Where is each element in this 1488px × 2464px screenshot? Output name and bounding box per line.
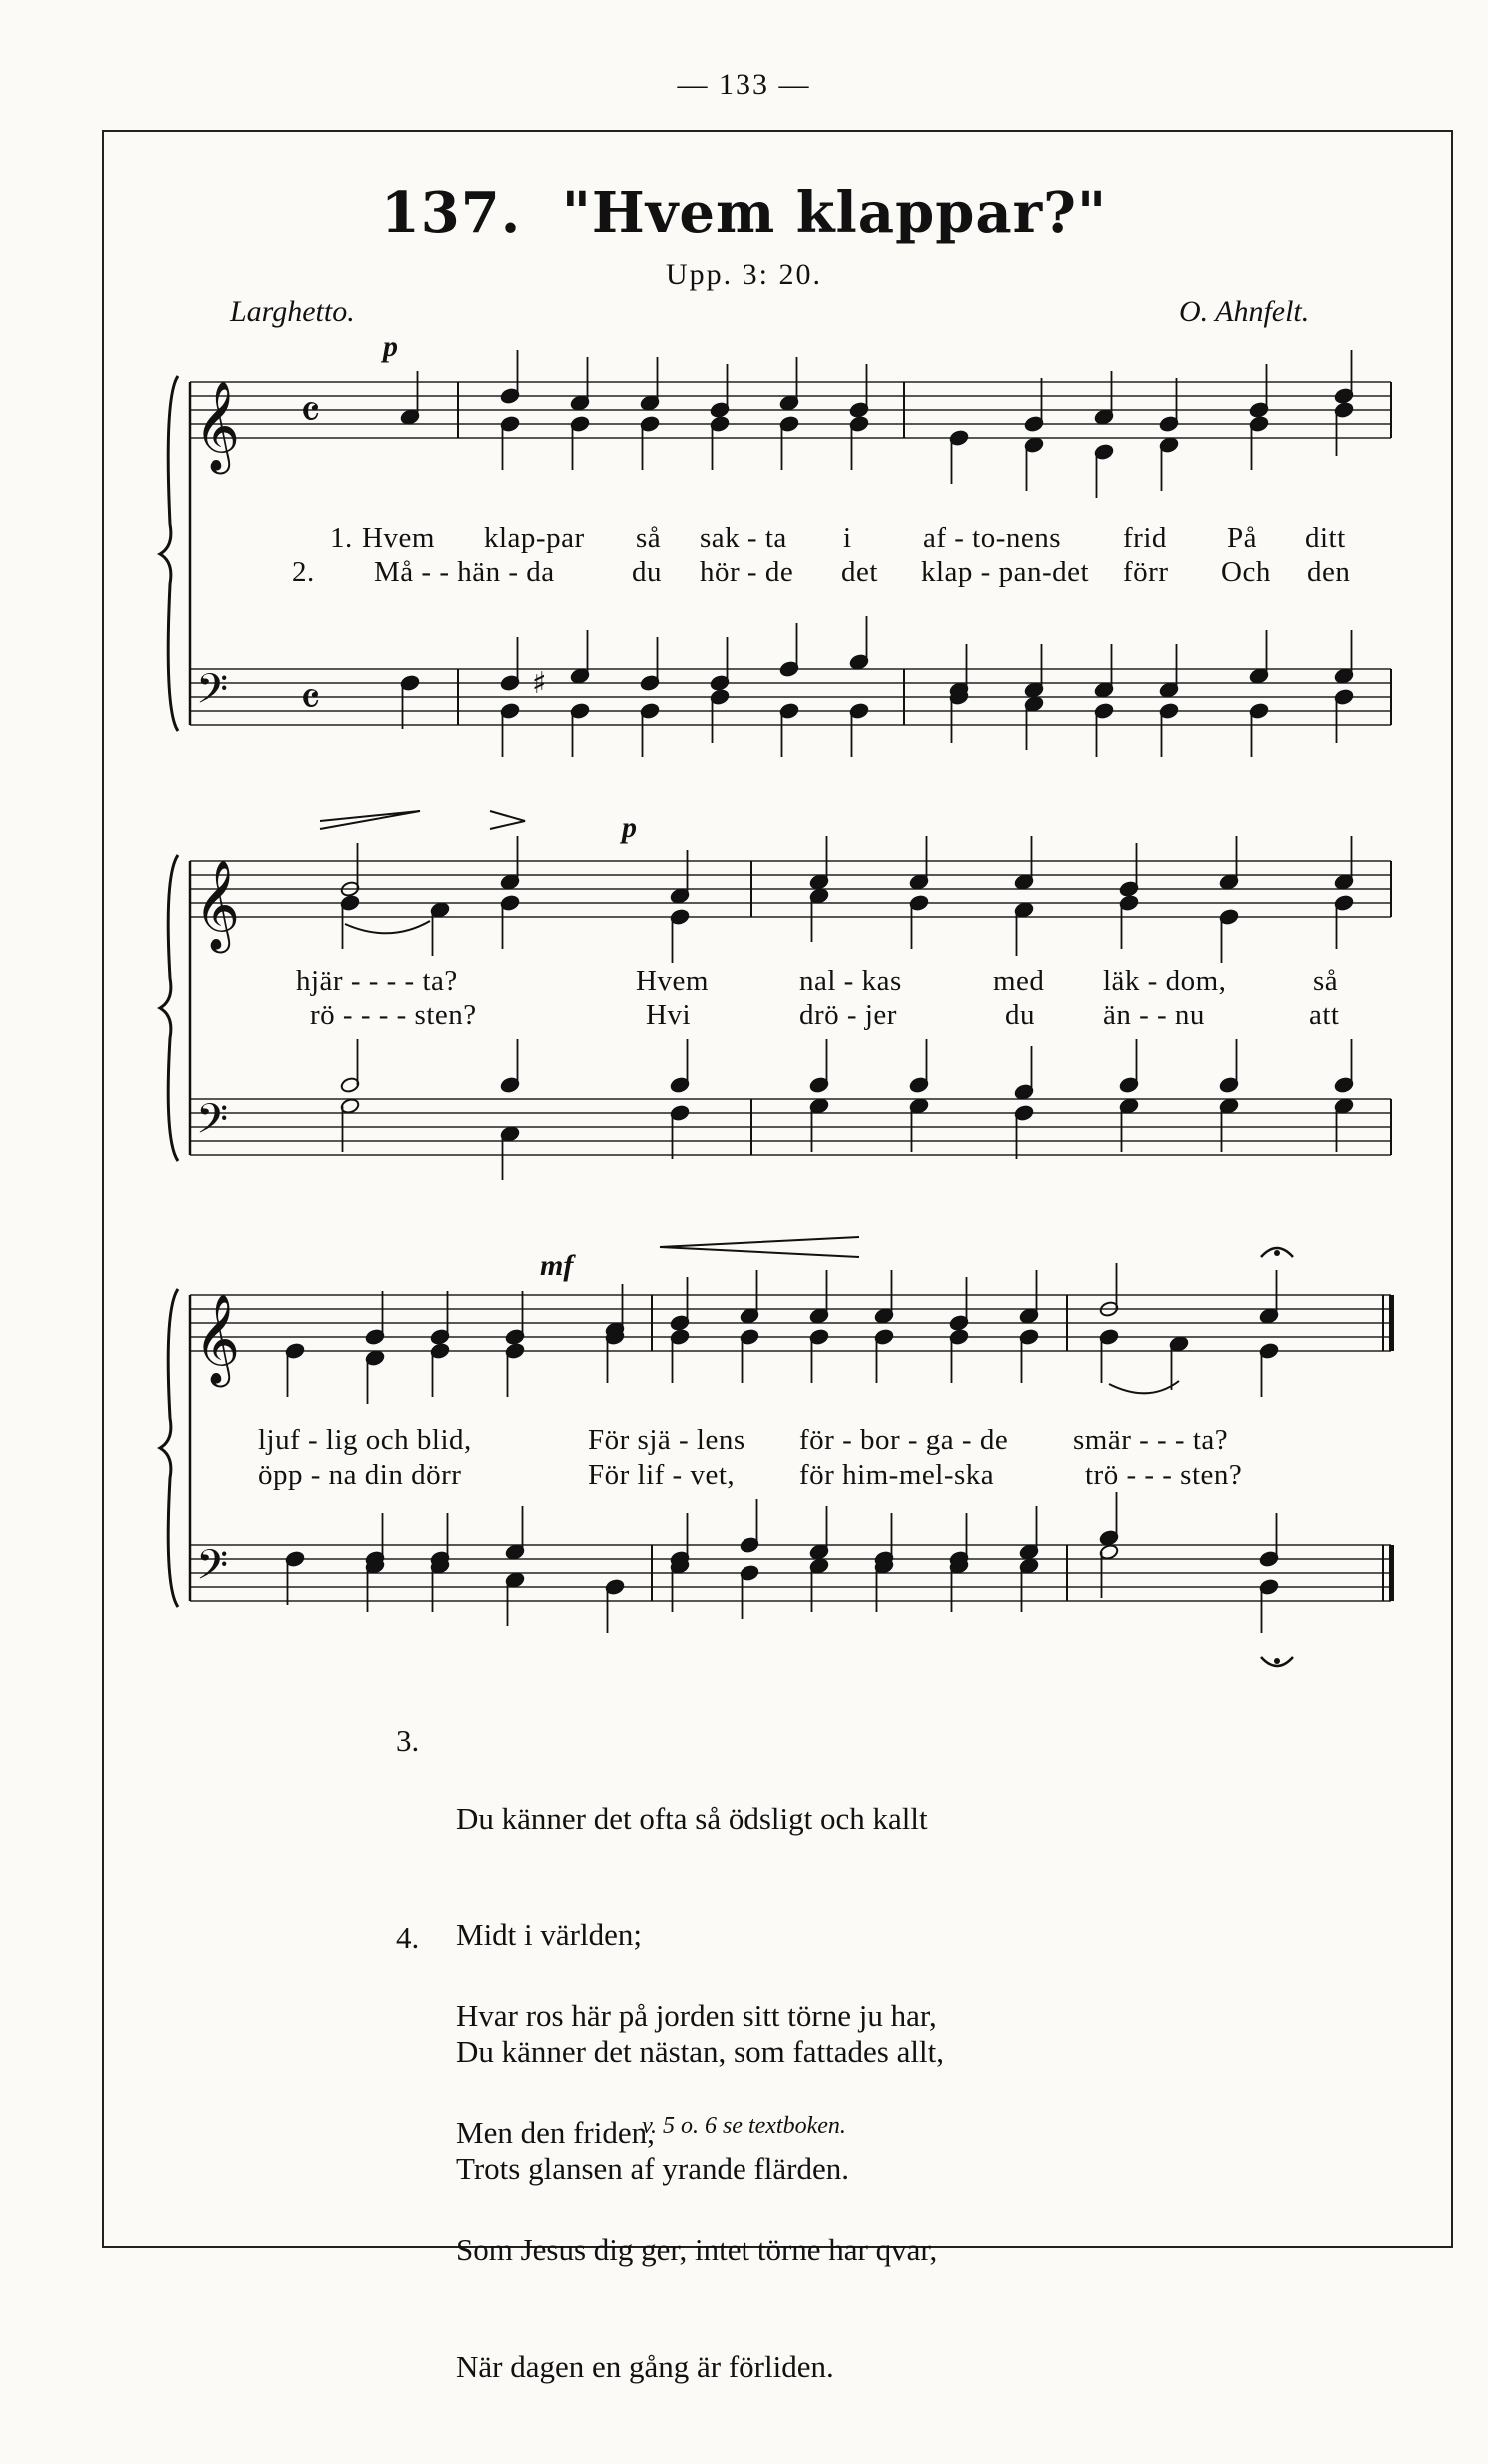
fermata-dot xyxy=(1274,1658,1280,1664)
bass-clef-icon: 𝄢 xyxy=(196,665,229,723)
verse-number: 3. xyxy=(396,1723,420,1758)
lyric-syllable: hör - de xyxy=(700,556,794,588)
lyric-syllable: Må - - hän - da xyxy=(374,556,555,588)
fermata-dot xyxy=(1274,1250,1280,1256)
lyric-syllable: ditt xyxy=(1305,522,1346,554)
lyric-syllable: På xyxy=(1227,522,1257,554)
slur xyxy=(345,921,430,933)
decrescendo-hairpin xyxy=(490,811,525,829)
treble-clef-icon: 𝄞 xyxy=(194,381,241,471)
final-barline xyxy=(1389,1295,1394,1351)
hymn-number: 137. xyxy=(380,180,522,246)
lyric-syllable: Hvem xyxy=(362,522,435,554)
composer: O. Ahnfelt. xyxy=(1179,295,1310,328)
lyric-syllable: du xyxy=(1005,999,1035,1031)
dynamic-piano-1: p xyxy=(383,330,398,363)
verse-line: Du känner det nästan, som fattades allt, xyxy=(456,2034,944,2069)
lyric-syllable: Och xyxy=(1221,556,1271,588)
treble-clef-icon: 𝄞 xyxy=(194,860,241,950)
scripture-reference: Upp. 3: 20. xyxy=(666,258,822,291)
verse-line: Som Jesus dig ger, intet törne har qvar, xyxy=(456,2232,938,2267)
lyric-syllable: det xyxy=(841,556,878,588)
lyric-syllable: af - to-nens xyxy=(923,522,1062,554)
treble-clef-icon: 𝄞 xyxy=(194,1294,241,1384)
tempo-marking: Larghetto. xyxy=(230,295,355,328)
lyric-syllable: så xyxy=(636,522,662,554)
lyric-syllable: ljuf - lig och blid, xyxy=(258,1424,472,1456)
verse-line: Du känner det ofta så ödsligt och kallt xyxy=(456,1801,928,1836)
decrescendo-hairpin xyxy=(660,1237,859,1257)
lyric-syllable: Hvi xyxy=(646,999,691,1031)
lyric-syllable: Hvem xyxy=(636,965,709,997)
system-brace xyxy=(160,855,178,1161)
lyric-syllable: frid xyxy=(1123,522,1167,554)
lyric-syllable: 1. xyxy=(330,522,353,554)
dynamic-mezzoforte: mf xyxy=(540,1249,574,1282)
system-brace xyxy=(160,1289,178,1607)
lyric-syllable: smär - - - ta? xyxy=(1073,1424,1229,1456)
lyric-syllable: trö - - - sten? xyxy=(1085,1459,1243,1491)
lyric-syllable: För lif - vet, xyxy=(588,1459,736,1491)
final-barline xyxy=(1389,1545,1394,1601)
lyric-syllable: i xyxy=(843,522,852,554)
lyric-syllable: För sjä - lens xyxy=(588,1424,745,1456)
lyric-syllable: förr xyxy=(1123,556,1169,588)
lyric-syllable: klap-par xyxy=(484,522,585,554)
common-time-icon: 𝄴 xyxy=(300,672,321,726)
lyric-syllable: sak - ta xyxy=(700,522,787,554)
footnote: v. 5 o. 6 se textboken. xyxy=(642,2113,846,2139)
lyric-syllable: för - bor - ga - de xyxy=(799,1424,1009,1456)
lyric-syllable: den xyxy=(1307,556,1351,588)
dynamic-piano-2: p xyxy=(622,811,637,844)
lyric-syllable: än - - nu xyxy=(1103,999,1205,1031)
hymn-title-text: "Hvem klappar?" xyxy=(561,180,1108,246)
system-brace xyxy=(160,376,178,731)
sharp-icon: ♯ xyxy=(532,666,547,701)
lyric-syllable: 2. xyxy=(292,556,315,588)
verse-line: Hvar ros här på jorden sitt törne ju har, xyxy=(456,1998,937,2033)
verse-line: Trots glansen af yrande flärden. xyxy=(456,2151,849,2186)
page-number: — 133 — xyxy=(677,68,811,101)
verse-line: Men den friden, xyxy=(456,2115,655,2150)
bass-clef-icon: 𝄢 xyxy=(196,1541,229,1599)
lyric-syllable: så xyxy=(1313,965,1339,997)
lyric-syllable: läk - dom, xyxy=(1103,965,1227,997)
lyric-syllable: att xyxy=(1309,999,1340,1031)
slur xyxy=(1109,1381,1179,1393)
lyric-syllable: öpp - na din dörr xyxy=(258,1459,462,1491)
verse-line: Midt i världen; xyxy=(456,1917,642,1952)
lyric-syllable: med xyxy=(993,965,1045,997)
lyric-syllable: nal - kas xyxy=(799,965,902,997)
common-time-icon: 𝄴 xyxy=(300,385,321,439)
verse-line: När dagen en gång är förliden. xyxy=(456,2349,834,2384)
lyric-syllable: rö - - - - sten? xyxy=(310,999,477,1031)
lyric-syllable: klap - pan-det xyxy=(921,556,1090,588)
bass-clef-icon: 𝄢 xyxy=(196,1095,229,1153)
verse-number: 4. xyxy=(396,1920,420,1955)
lyric-syllable: hjär - - - - ta? xyxy=(296,965,458,997)
crescendo-hairpin xyxy=(320,811,420,829)
lyric-syllable: för him-mel-ska xyxy=(799,1459,995,1491)
lyric-syllable: du xyxy=(632,556,662,588)
lyric-syllable: drö - jer xyxy=(799,999,897,1031)
